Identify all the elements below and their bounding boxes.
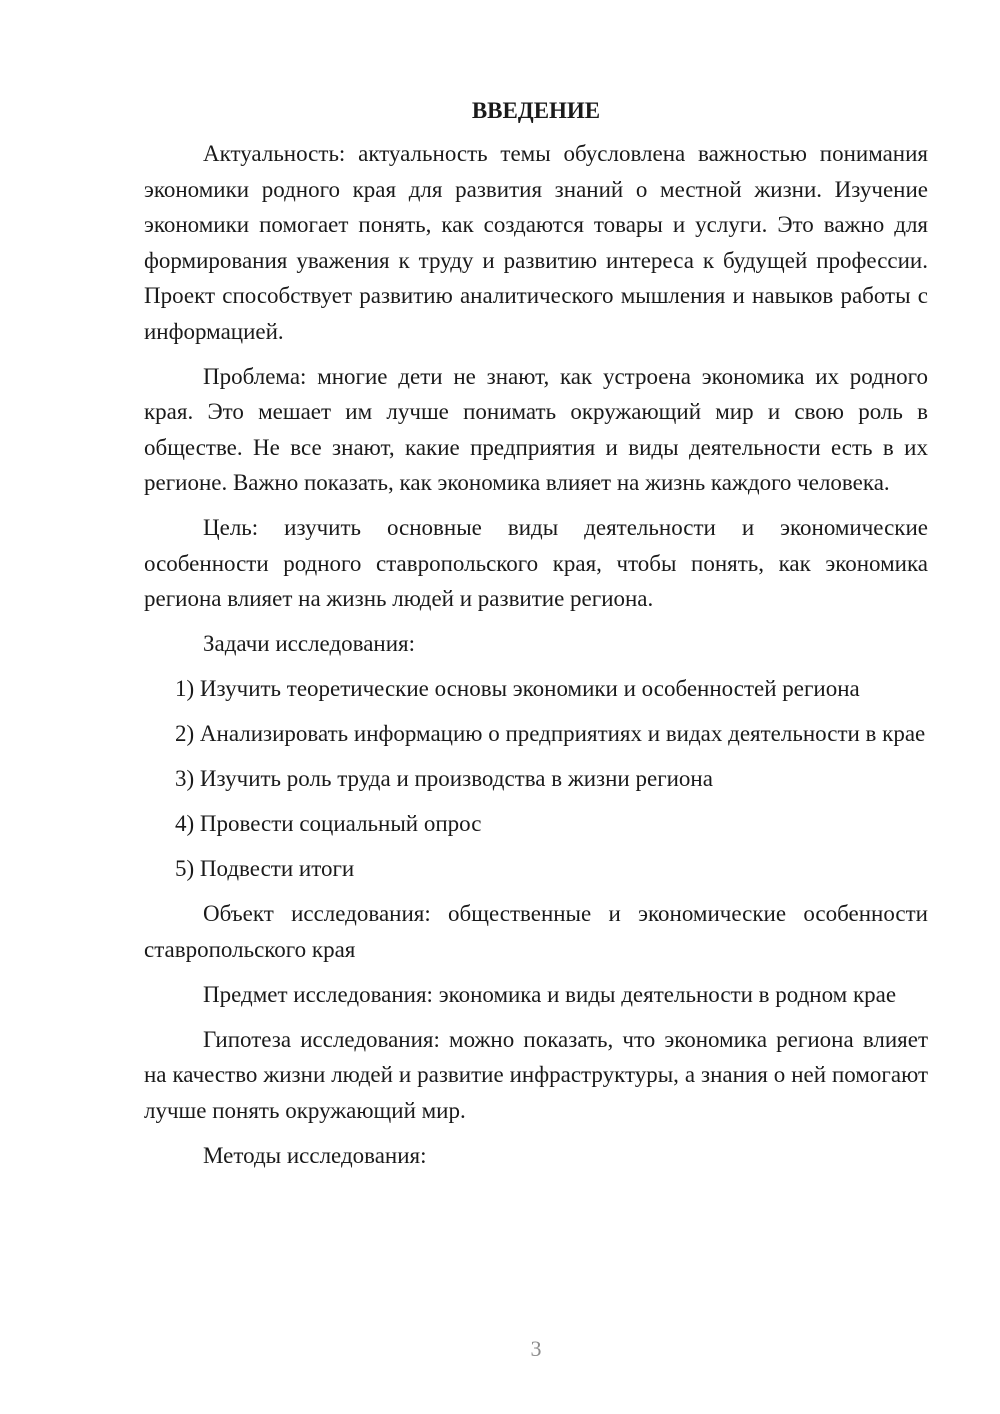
task-item-4: 4) Провести социальный опрос (175, 811, 482, 836)
section-title: ВВЕДЕНИЕ (471, 98, 601, 123)
task-item-3: 3) Изучить роль труда и производства в жизни региона (175, 766, 713, 791)
page-number: 3 (530, 1336, 542, 1361)
task-item-2: 2) Анализировать информацию о предприятиях и видах деятельности в крае (175, 721, 926, 746)
paragraph-goal: Цель: изучить основные виды деятельности и экономические особенности родного ставропольского края, чтобы понять, как экономика региона влияет на жизнь людей и развитие региона. (144, 515, 928, 611)
tasks-heading: Задачи исследования: (203, 631, 416, 656)
paragraph-relevance: Актуальность: актуальность темы обусловлена важностью понимания экономики родного края для развития знаний о местной жизни. Изучение экономики помогает понять, как создаются товары и услуги. Это важно для формирования уважения к труду и развитию интереса к будущей профессии. Проект способствует развитию аналитического мышления и навыков работы с информацией. (144, 141, 928, 344)
paragraph-problem: Проблема: многие дети не знают, как устроена экономика их родного края. Это мешает им лучше понимать окружающий мир и свою роль в обществе. Не все знают, какие предприятия и виды деятельности есть в их регионе. Важно показать, как экономика влияет на жизнь каждого человека. (144, 363, 928, 495)
methods-heading: Методы исследования: (203, 1142, 427, 1168)
page-content (144, 93, 928, 1183)
task-item-5: 5) Подвести итоги (175, 856, 355, 881)
paragraph-subject: Предмет исследования: экономика и виды деятельности в родном крае (203, 981, 897, 1007)
paragraph-hypothesis: Гипотеза исследования: можно показать, что экономика региона влияет на качество жизни людей и развитие инфраструктуры, а знания о ней помогают лучше понять окружающий мир. (144, 1026, 928, 1123)
paragraph-object: Объект исследования: общественные и экономические особенности ставропольского края (144, 901, 928, 962)
task-item-1: 1) Изучить теоретические основы экономики и особенностей региона (175, 676, 860, 701)
